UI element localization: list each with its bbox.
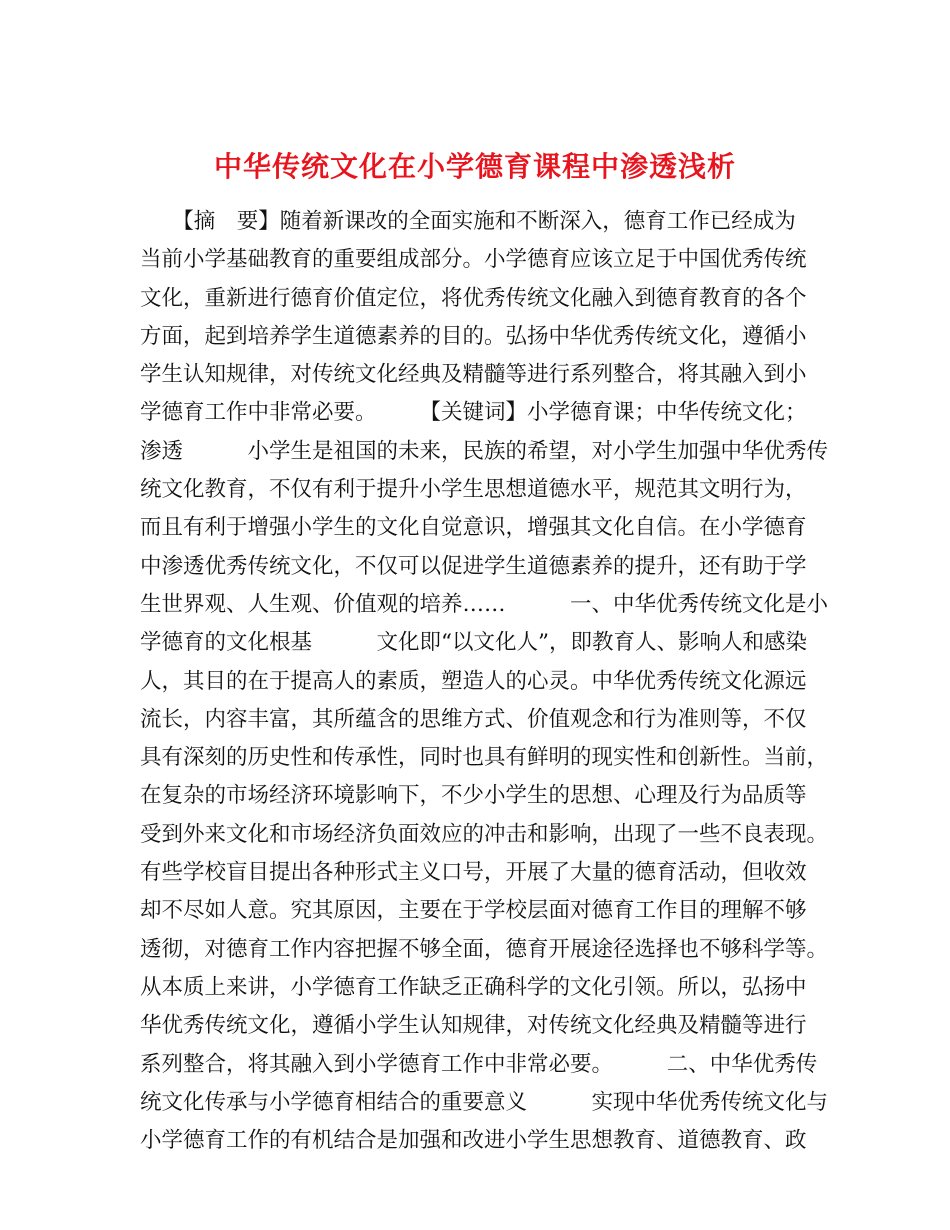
body-line: 透彻，对德育工作内容把握不够全面，德育开展途径选择也不够科学等。 — [140, 936, 829, 962]
body-line: 小学德育工作的有机结合是加强和改进小学生思想教育、道德教育、政 — [140, 1128, 807, 1154]
body-line: 生世界观、人生观、价值观的培养…… 一、中华优秀传统文化是小 — [140, 591, 829, 617]
body-line: 流长，内容丰富，其所蕴含的思维方式、价值观念和行为准则等，不仅 — [140, 706, 807, 732]
body-line: 而且有利于增强小学生的文化自觉意识，增强其文化自信。在小学德育 — [140, 515, 807, 541]
body-line: 却不尽如人意。究其原因，主要在于学校层面对德育工作目的理解不够 — [140, 898, 807, 924]
body-line: 学德育工作中非常必要。 【关键词】小学德育课；中华传统文化； — [140, 400, 807, 426]
body-line: 系列整合，将其融入到小学德育工作中非常必要。 二、中华优秀传 — [140, 1051, 818, 1077]
document-body — [140, 203, 829, 1160]
body-line: 统文化教育，不仅有利于提升小学生思想道德水平，规范其文明行为， — [140, 477, 807, 503]
body-line: 在复杂的市场经济环境影响下，不少小学生的思想、心理及行为品质等 — [140, 783, 807, 809]
body-line: 【摘 要】随着新课改的全面实施和不断深入，德育工作已经成为 — [140, 209, 796, 234]
body-line: 中渗透优秀传统文化，不仅可以促进学生道德素养的提升，还有助于学 — [140, 553, 807, 579]
body-line: 有些学校盲目提出各种形式主义口号，开展了大量的德育活动，但收效 — [140, 860, 807, 886]
body-line: 渗透 小学生是祖国的未来，民族的希望，对小学生加强中华优秀传 — [140, 438, 829, 464]
body-line: 具有深刻的历史性和传承性，同时也具有鲜明的现实性和创新性。当前， — [140, 745, 829, 771]
body-line: 从本质上来讲，小学德育工作缺乏正确科学的文化引领。所以，弘扬中 — [140, 974, 807, 1000]
body-line: 统文化传承与小学德育相结合的重要意义 实现中华优秀传统文化与 — [140, 1089, 829, 1115]
document-title: 中华传统文化在小学德育课程中渗透浅析 — [213, 149, 736, 183]
body-line: 当前小学基础教育的重要组成部分。小学德育应该立足于中国优秀传统 — [140, 247, 807, 273]
body-line: 华优秀传统文化，遵循小学生认知规律，对传统文化经典及精髓等进行 — [140, 1013, 807, 1039]
body-line: 方面，起到培养学生道德素养的目的。弘扬中华优秀传统文化，遵循小 — [140, 323, 807, 349]
body-line: 学生认知规律，对传统文化经典及精髓等进行系列整合，将其融入到小 — [140, 362, 807, 388]
body-line: 受到外来文化和市场经济负面效应的冲击和影响，出现了一些不良表现。 — [140, 821, 829, 847]
body-line: 人，其目的在于提高人的素质，塑造人的心灵。中华优秀传统文化源远 — [140, 668, 807, 694]
body-line: 学德育的文化根基 文化即“以文化人”，即教育人、影响人和感染 — [140, 630, 807, 656]
body-line: 文化，重新进行德育价值定位，将优秀传统文化融入到德育教育的各个 — [140, 285, 807, 311]
